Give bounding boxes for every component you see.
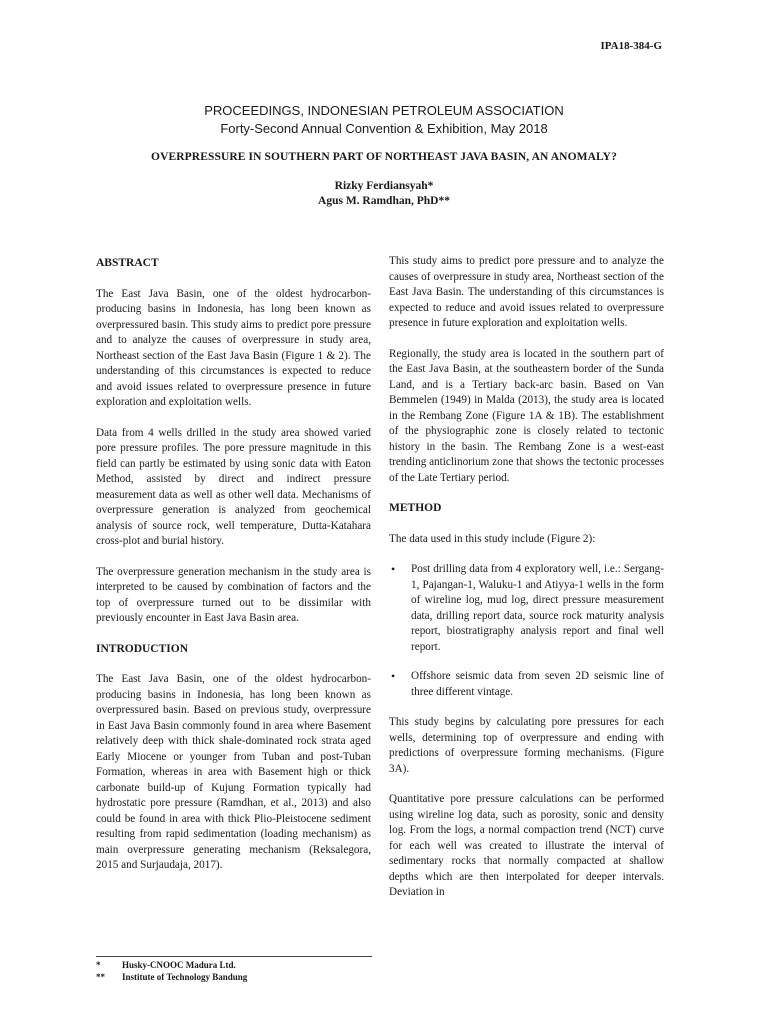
footnote-1-mark: *: [96, 960, 101, 970]
right-paragraph-2: Regionally, the study area is located in the southern part of the East Java Basin, at the southeastern border of the Sunda Land, and is a Tertiary back-arc basin. Based on Van Bemmelen (1949) in Malda (2013), the study area is located in the Rembang Zone (Figure 1A & 1B). The establishment of the physiographic zone is closely related to tectonic history in the basin. The Rembang Zone is a west-east trending anticlinorium zone that shows the tectonic processes of the Late Tertiary period.: [389, 347, 664, 484]
method-heading: METHOD: [389, 502, 442, 514]
method-intro: The data used in this study include (Figure 2):: [389, 532, 596, 545]
paper-code: IPA18-384-G: [600, 40, 662, 52]
right-column: [389, 254, 664, 916]
footnote-2-text: Institute of Technology Bandung: [122, 972, 248, 982]
left-column: [96, 254, 371, 889]
footnote-2-mark: **: [96, 972, 105, 982]
footnote-1: [96, 960, 236, 970]
footnote-1-text: Husky-CNOOC Madura Ltd.: [122, 960, 236, 970]
introduction-paragraph: The East Java Basin, one of the oldest hydrocarbon-producing basins in Indonesia, has long been known as overpressured basin. Based on previous study, overpressure in East Java Basin commonly found in area where Basement relatively deep with thick shale-dominated rock strata aged Early Miocene or younger from Tuban and post-Tuban Formation, whereas in area with Basement high or thick carbonate build-up of Kujung Formation typically had hydrostatic pore pressure (Ramdhan, et al., 2013) and also could be found in area with thick Plio-Pleistocene sediment resulting from rapid sedimentation (loading mechanism) as main overpressure generating mechanism (Reksalegora, 2015 and Surjaudaja, 2017).: [96, 673, 371, 871]
proceedings-title: PROCEEDINGS, INDONESIAN PETROLEUM ASSOCIATION: [204, 103, 564, 118]
author-2: Agus M. Ramdhan, PhD**: [318, 195, 450, 207]
right-paragraph-4: Quantitative pore pressure calculations can be performed using wireline log data, such as porosity, sonic and density log. From the logs, a normal compaction trend (NCT) curve for each well was created to illustrate the interval of sedimentary rocks that normally compacted at shallow depths which are then interpolated for deeper intervals. Deviation in: [389, 793, 664, 898]
footnote-divider: [96, 956, 372, 957]
method-bullet-1: • Post drilling data from 4 exploratory well, i.e.: Sergang-1, Pajangan-1, Waluku-1 and Atiyya-1 wells in the form of wireline log, mud log, direct pressure measurement data, drilling report data, source rock maturity analysis report, biostratigraphy analysis report and final well report.: [411, 562, 664, 655]
convention-line: Forty-Second Annual Convention & Exhibition, May 2018: [220, 121, 548, 136]
right-paragraph-3: This study begins by calculating pore pressures for each wells, determining top of overpressure and ending with predictions of overpressure forming mechanisms. (Figure 3A).: [389, 716, 664, 775]
abstract-heading: ABSTRACT: [96, 257, 159, 269]
introduction-heading: INTRODUCTION: [96, 642, 189, 655]
abstract-paragraph-1: The East Java Basin, one of the oldest hydrocarbon-producing basins in Indonesia, has long been known as overpressured basin. This study aims to predict pore pressure and to analyze the causes of overpressure in study area, Northeast section of the East Java Basin (Figure 1 & 2). The understanding of this circumstances is expected to reduce and avoid issues related to overpressure presence in future exploration and exploitation wells.: [96, 287, 371, 408]
footnote-2: [96, 972, 247, 982]
right-paragraph-1: This study aims to predict pore pressure and to analyze the causes of overpressure in study area, Northeast section of the East Java Basin. The understanding of this circumstances is expected to reduce and avoid issues related to overpressure presence in future exploration and exploitation wells.: [389, 255, 664, 329]
author-1: Rizky Ferdiansyah*: [334, 180, 434, 192]
abstract-paragraph-3: The overpressure generation mechanism in the study area is interpreted to be caused by combination of factors and the top of overpressure turned out to be dissimilar with previously encounter in East Java Basin area.: [96, 565, 371, 624]
method-bullet-2: • Offshore seismic data from seven 2D seismic line of three different vintage.: [411, 669, 664, 700]
method-bullet-list: [389, 562, 664, 700]
paper-title: OVERPRESSURE IN SOUTHERN PART OF NORTHEAST JAVA BASIN, AN ANOMALY?: [151, 151, 617, 163]
abstract-paragraph-2: Data from 4 wells drilled in the study area showed varied pore pressure profiles. The pore pressure magnitude in this field can partly be estimated by using sonic data with Eaton Method, assisted by direct and indirect pressure measurement data as well as other well data. Mechanisms of overpressure generation is analyzed from geochemical analysis of source rock, well temperature, Dutta-Katahara cross-plot and burial history.: [96, 426, 371, 547]
